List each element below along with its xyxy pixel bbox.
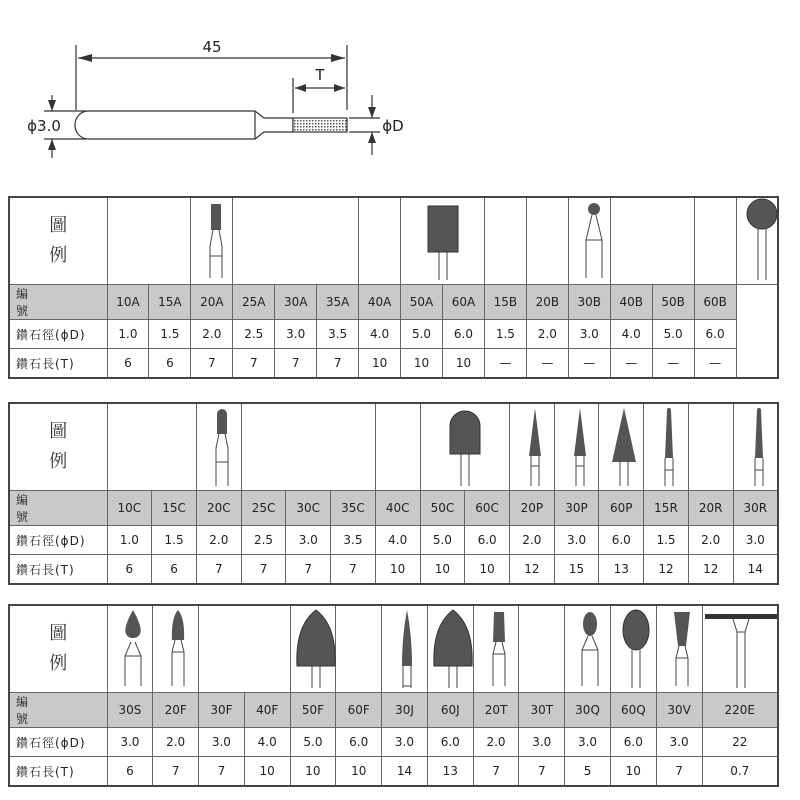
length-cell: 12 [644, 555, 689, 585]
length-cell: 7 [191, 349, 233, 379]
length-cell: 7 [199, 757, 245, 787]
length-cell: 7 [153, 757, 199, 787]
code-cell: 30J [382, 693, 428, 728]
length-cell: 12 [688, 555, 733, 585]
tool-illustration [153, 605, 199, 693]
length-cell: 5 [565, 757, 611, 787]
length-cell: 10 [290, 757, 336, 787]
tool-illustration [199, 605, 291, 693]
length-cell: 10 [244, 757, 290, 787]
spec-table-1 [8, 196, 779, 379]
code-header: 編 號 [9, 285, 107, 320]
length-cell: 7 [317, 349, 359, 379]
code-cell: 20B [526, 285, 568, 320]
tool-illustration [107, 403, 196, 491]
code-cell: 30C [286, 491, 331, 526]
code-cell: 60F [336, 693, 382, 728]
tool-illustration [702, 605, 778, 693]
diameter-header: 鑽石徑(ϕD) [9, 728, 107, 757]
tool-illustration [191, 197, 233, 285]
length-cell: 10 [401, 349, 443, 379]
code-cell: 20C [196, 491, 241, 526]
length-cell: 12 [509, 555, 554, 585]
diameter-cell: 2.0 [526, 320, 568, 349]
code-cell: 30F [199, 693, 245, 728]
tool-illustration [610, 197, 694, 285]
length-cell: 15 [554, 555, 599, 585]
tool-illustration [359, 197, 401, 285]
diameter-header: 鑽石徑(ϕD) [9, 526, 107, 555]
diameter-cell: 6.0 [599, 526, 644, 555]
length-cell: — [610, 349, 652, 379]
diameter-cell: 2.0 [509, 526, 554, 555]
figure-label: 圖 例 [9, 197, 107, 285]
diameter-cell: 2.0 [153, 728, 199, 757]
length-cell: — [694, 349, 736, 379]
code-cell: 60J [427, 693, 473, 728]
code-cell: 25A [233, 285, 275, 320]
length-cell: 7 [241, 555, 286, 585]
tool-illustration [290, 605, 336, 693]
code-cell: 50A [401, 285, 443, 320]
length-cell: 10 [336, 757, 382, 787]
diameter-cell: 5.0 [420, 526, 465, 555]
length-cell: 13 [599, 555, 644, 585]
diameter-cell: 3.0 [554, 526, 599, 555]
code-cell: 60Q [610, 693, 656, 728]
tool-illustration [107, 605, 153, 693]
code-header: 編 號 [9, 693, 107, 728]
diameter-cell: 3.0 [519, 728, 565, 757]
diameter-cell: 2.0 [191, 320, 233, 349]
diameter-cell: 22 [702, 728, 778, 757]
diameter-cell: 6.0 [610, 728, 656, 757]
diameter-cell: 3.0 [199, 728, 245, 757]
diameter-cell: 3.0 [565, 728, 611, 757]
tool-illustration [554, 403, 599, 491]
diameter-cell: 3.0 [275, 320, 317, 349]
tool-illustration [233, 197, 359, 285]
tool-illustration [519, 605, 565, 693]
code-cell: 20F [153, 693, 199, 728]
tool-illustration [599, 403, 644, 491]
tool-illustration [509, 403, 554, 491]
length-cell: — [652, 349, 694, 379]
code-cell: 20A [191, 285, 233, 320]
code-cell: 15R [644, 491, 689, 526]
diameter-cell: 4.0 [610, 320, 652, 349]
code-cell: 35A [317, 285, 359, 320]
tool-illustration [427, 605, 473, 693]
code-cell: 15A [149, 285, 191, 320]
diameter-cell: 1.5 [484, 320, 526, 349]
length-header: 鑽石長(T) [9, 555, 107, 585]
diameter-cell: 2.5 [241, 526, 286, 555]
length-cell: 0.7 [702, 757, 778, 787]
length-cell: 7 [233, 349, 275, 379]
code-cell: 60C [465, 491, 510, 526]
code-cell: 50B [652, 285, 694, 320]
code-cell: 35C [331, 491, 376, 526]
diameter-cell: 3.5 [331, 526, 376, 555]
d-label: ϕD [382, 117, 404, 135]
dimension-drawing [0, 0, 800, 175]
code-cell: 30Q [565, 693, 611, 728]
length-label: 45 [202, 38, 222, 56]
length-cell: 10 [375, 555, 420, 585]
code-cell: 20R [688, 491, 733, 526]
tool-illustration [382, 605, 428, 693]
diameter-cell: 6.0 [694, 320, 736, 349]
spec-table-2 [8, 402, 779, 585]
code-cell: 60B [694, 285, 736, 320]
diameter-cell: 2.0 [196, 526, 241, 555]
diameter-cell: 2.5 [233, 320, 275, 349]
length-cell: — [568, 349, 610, 379]
length-cell: 10 [610, 757, 656, 787]
tool-illustration [484, 197, 526, 285]
length-cell: 6 [107, 349, 149, 379]
diameter-cell: 3.0 [568, 320, 610, 349]
tool-illustration [196, 403, 241, 491]
length-cell: 14 [733, 555, 778, 585]
t-label: T [315, 66, 325, 84]
code-cell: 50F [290, 693, 336, 728]
length-cell: 7 [196, 555, 241, 585]
diameter-cell: 6.0 [427, 728, 473, 757]
length-cell: 10 [443, 349, 485, 379]
code-cell: 10C [107, 491, 152, 526]
tool-illustration [688, 403, 733, 491]
length-cell: 7 [656, 757, 702, 787]
length-cell: 7 [331, 555, 376, 585]
length-cell: 6 [107, 757, 153, 787]
length-cell: 10 [420, 555, 465, 585]
code-cell: 30T [519, 693, 565, 728]
code-cell: 60A [443, 285, 485, 320]
length-header: 鑽石長(T) [9, 349, 107, 379]
code-cell: 30B [568, 285, 610, 320]
diameter-cell: 4.0 [375, 526, 420, 555]
tool-illustration [610, 605, 656, 693]
tool-illustration [107, 197, 191, 285]
diameter-cell: 5.0 [290, 728, 336, 757]
diameter-cell: 6.0 [336, 728, 382, 757]
code-cell: 30R [733, 491, 778, 526]
shank-diameter-label: ϕ3.0 [27, 117, 61, 135]
code-cell: 40F [244, 693, 290, 728]
diameter-cell: 5.0 [401, 320, 443, 349]
length-cell: 7 [286, 555, 331, 585]
diameter-cell: 1.0 [107, 526, 152, 555]
figure-label: 圖 例 [9, 403, 107, 491]
length-cell: 10 [465, 555, 510, 585]
diameter-cell: 3.5 [317, 320, 359, 349]
code-cell: 15C [152, 491, 197, 526]
tool-illustration [336, 605, 382, 693]
tool-illustration [656, 605, 702, 693]
diameter-cell: 3.0 [107, 728, 153, 757]
code-cell: 30P [554, 491, 599, 526]
tool-illustration [733, 403, 778, 491]
length-cell: 6 [149, 349, 191, 379]
length-cell: 14 [382, 757, 428, 787]
code-cell: 15B [484, 285, 526, 320]
tool-illustration [375, 403, 420, 491]
diameter-cell: 3.0 [656, 728, 702, 757]
code-cell: 40B [610, 285, 652, 320]
code-cell: 25C [241, 491, 286, 526]
diameter-cell: 3.0 [286, 526, 331, 555]
length-cell: 13 [427, 757, 473, 787]
tool-illustration [644, 403, 689, 491]
code-cell: 50C [420, 491, 465, 526]
length-cell: 10 [359, 349, 401, 379]
tool-illustration [401, 197, 485, 285]
spec-table-3 [8, 604, 779, 787]
code-cell: 20P [509, 491, 554, 526]
code-cell: 30A [275, 285, 317, 320]
tool-illustration [241, 403, 375, 491]
length-header: 鑽石長(T) [9, 757, 107, 787]
tool-illustration [568, 197, 610, 285]
diameter-header: 鑽石徑(ϕD) [9, 320, 107, 349]
code-header: 編 號 [9, 491, 107, 526]
diameter-cell: 5.0 [652, 320, 694, 349]
tool-illustration [565, 605, 611, 693]
code-cell: 40C [375, 491, 420, 526]
diameter-cell: 6.0 [465, 526, 510, 555]
tool-illustration [473, 605, 519, 693]
tool-illustration [736, 197, 778, 285]
code-cell: 30S [107, 693, 153, 728]
length-cell: — [484, 349, 526, 379]
length-cell: 7 [275, 349, 317, 379]
length-cell: 7 [519, 757, 565, 787]
length-cell: 6 [152, 555, 197, 585]
diameter-cell: 4.0 [359, 320, 401, 349]
diameter-cell: 1.5 [152, 526, 197, 555]
code-cell: 30V [656, 693, 702, 728]
diameter-cell: 4.0 [244, 728, 290, 757]
tool-illustration [420, 403, 509, 491]
diameter-cell: 1.5 [149, 320, 191, 349]
tool-illustration [526, 197, 568, 285]
diameter-cell: 1.5 [644, 526, 689, 555]
length-cell: — [526, 349, 568, 379]
figure-label: 圖 例 [9, 605, 107, 693]
diameter-cell: 3.0 [382, 728, 428, 757]
diameter-cell: 3.0 [733, 526, 778, 555]
diameter-cell: 2.0 [688, 526, 733, 555]
code-cell: 40A [359, 285, 401, 320]
diameter-cell: 1.0 [107, 320, 149, 349]
code-cell: 220E [702, 693, 778, 728]
diameter-cell: 6.0 [443, 320, 485, 349]
tool-illustration [694, 197, 736, 285]
length-cell: 6 [107, 555, 152, 585]
code-cell: 20T [473, 693, 519, 728]
length-cell: 7 [473, 757, 519, 787]
code-cell: 10A [107, 285, 149, 320]
diameter-cell: 2.0 [473, 728, 519, 757]
code-cell: 60P [599, 491, 644, 526]
